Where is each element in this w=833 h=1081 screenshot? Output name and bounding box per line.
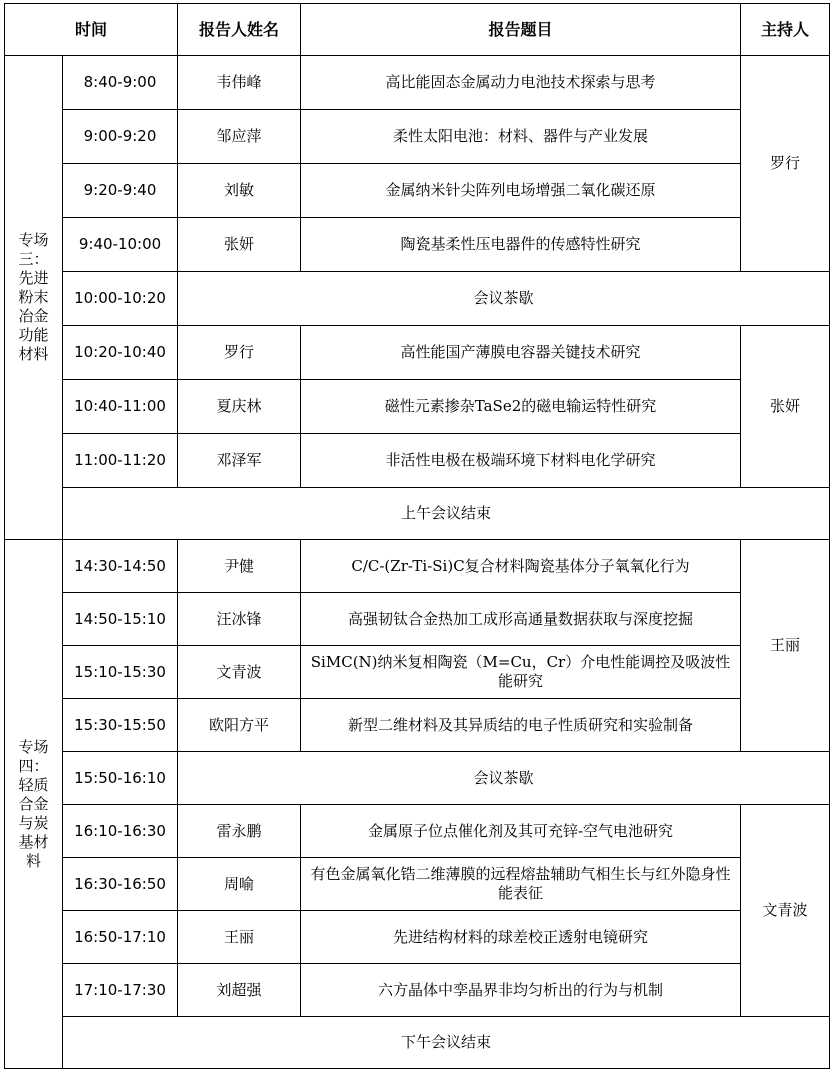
talk-speaker: 刘敏 — [178, 164, 301, 218]
talk-time: 10:20-10:40 — [63, 326, 178, 380]
talk-title: SiMC(N)纳米复相陶瓷（M=Cu，Cr）介电性能调控及吸波性能研究 — [301, 646, 741, 699]
session-4-name: 专场 四： 轻质 合金 与炭 基材 料 — [5, 540, 63, 1069]
header-row — [5, 4, 830, 56]
talk-title: 高强韧钛合金热加工成形高通量数据获取与深度挖掘 — [301, 593, 741, 646]
session-4-host-b: 文青波 — [741, 805, 830, 1017]
talk-time: 9:00-9:20 — [63, 110, 178, 164]
session-3-name: 专场 三： 先进 粉末 冶金 功能 材料 — [5, 56, 63, 540]
header-speaker: 报告人姓名 — [178, 4, 301, 56]
talk-row — [5, 164, 830, 218]
talk-time: 16:50-17:10 — [63, 911, 178, 964]
talk-speaker: 张妍 — [178, 218, 301, 272]
talk-row — [5, 964, 830, 1017]
talk-title: C/C-(Zr-Ti-Si)C复合材料陶瓷基体分子氧氧化行为 — [301, 540, 741, 593]
talk-time: 16:30-16:50 — [63, 858, 178, 911]
talk-time: 15:10-15:30 — [63, 646, 178, 699]
talk-row — [5, 380, 830, 434]
talk-speaker: 欧阳方平 — [178, 699, 301, 752]
afternoon-end-label: 下午会议结束 — [63, 1017, 830, 1069]
talk-speaker: 罗行 — [178, 326, 301, 380]
talk-title: 高比能固态金属动力电池技术探索与思考 — [301, 56, 741, 110]
break-row — [5, 272, 830, 326]
talk-speaker: 周喻 — [178, 858, 301, 911]
talk-row — [5, 911, 830, 964]
talk-time: 8:40-9:00 — [63, 56, 178, 110]
talk-time: 16:10-16:30 — [63, 805, 178, 858]
schedule-table — [4, 3, 830, 1069]
talk-row — [5, 218, 830, 272]
talk-time: 9:40-10:00 — [63, 218, 178, 272]
talk-time: 14:50-15:10 — [63, 593, 178, 646]
talk-title: 磁性元素掺杂TaSe2的磁电输运特性研究 — [301, 380, 741, 434]
talk-speaker: 雷永鹏 — [178, 805, 301, 858]
break-row — [5, 752, 830, 805]
talk-time: 10:40-11:00 — [63, 380, 178, 434]
talk-title: 陶瓷基柔性压电器件的传感特性研究 — [301, 218, 741, 272]
talk-time: 11:00-11:20 — [63, 434, 178, 488]
break-label: 会议茶歇 — [178, 752, 830, 805]
session-3-host-b: 张妍 — [741, 326, 830, 488]
talk-speaker: 汪冰锋 — [178, 593, 301, 646]
talk-row — [5, 646, 830, 699]
talk-title: 有色金属氧化锆二维薄膜的远程熔盐辅助气相生长与红外隐身性能表征 — [301, 858, 741, 911]
break-time: 15:50-16:10 — [63, 752, 178, 805]
talk-speaker: 王丽 — [178, 911, 301, 964]
talk-speaker: 夏庆林 — [178, 380, 301, 434]
talk-row — [5, 699, 830, 752]
talk-time: 9:20-9:40 — [63, 164, 178, 218]
end-row — [5, 488, 830, 540]
talk-title: 柔性太阳电池：材料、器件与产业发展 — [301, 110, 741, 164]
talk-title: 金属原子位点催化剂及其可充锌-空气电池研究 — [301, 805, 741, 858]
session-4-host-a: 王丽 — [741, 540, 830, 752]
talk-time: 15:30-15:50 — [63, 699, 178, 752]
talk-speaker: 韦伟峰 — [178, 56, 301, 110]
talk-title: 新型二维材料及其异质结的电子性质研究和实验制备 — [301, 699, 741, 752]
talk-row — [5, 593, 830, 646]
talk-row — [5, 540, 830, 593]
talk-speaker: 邓泽军 — [178, 434, 301, 488]
talk-title: 非活性电极在极端环境下材料电化学研究 — [301, 434, 741, 488]
break-label: 会议茶歇 — [178, 272, 830, 326]
talk-speaker: 文青波 — [178, 646, 301, 699]
talk-row — [5, 56, 830, 110]
morning-end-label: 上午会议结束 — [63, 488, 830, 540]
talk-row — [5, 805, 830, 858]
header-title: 报告题目 — [301, 4, 741, 56]
talk-time: 14:30-14:50 — [63, 540, 178, 593]
talk-title: 金属纳米针尖阵列电场增强二氧化碳还原 — [301, 164, 741, 218]
talk-speaker: 邹应萍 — [178, 110, 301, 164]
talk-title: 六方晶体中孪晶界非均匀析出的行为与机制 — [301, 964, 741, 1017]
talk-title: 先进结构材料的球差校正透射电镜研究 — [301, 911, 741, 964]
talk-title: 高性能国产薄膜电容器关键技术研究 — [301, 326, 741, 380]
header-host: 主持人 — [741, 4, 830, 56]
header-time: 时间 — [5, 4, 178, 56]
talk-row — [5, 326, 830, 380]
talk-row — [5, 434, 830, 488]
session-3-host-a: 罗行 — [741, 56, 830, 272]
break-time: 10:00-10:20 — [63, 272, 178, 326]
end-row — [5, 1017, 830, 1069]
talk-row — [5, 110, 830, 164]
talk-speaker: 尹健 — [178, 540, 301, 593]
talk-row — [5, 858, 830, 911]
talk-time: 17:10-17:30 — [63, 964, 178, 1017]
talk-speaker: 刘超强 — [178, 964, 301, 1017]
